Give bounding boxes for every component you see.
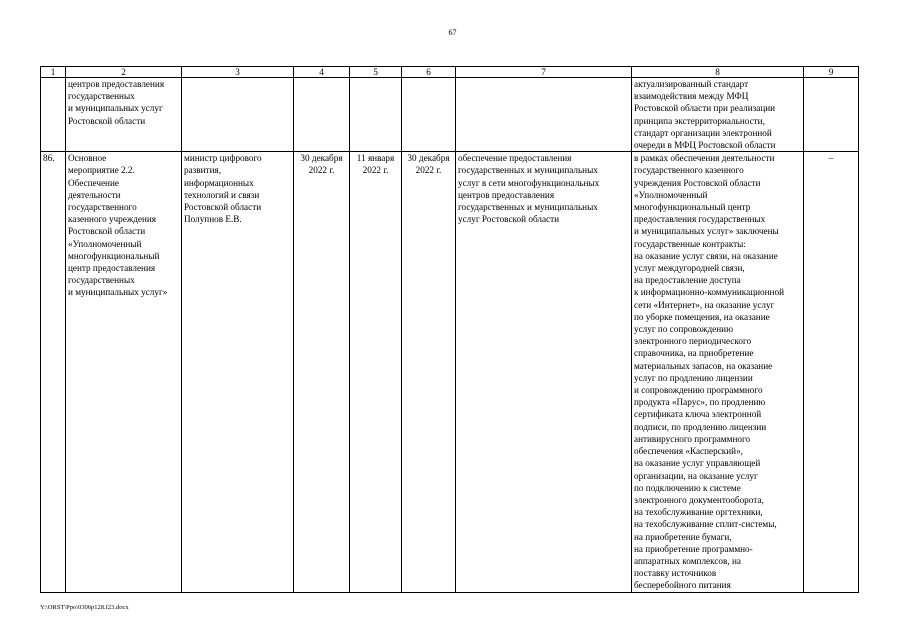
row-number: 86. [41, 152, 66, 592]
date-cell: 30 декабря 2022 г. [402, 152, 456, 592]
table-cell [41, 78, 66, 152]
header-cell: 3 [182, 67, 294, 78]
actual-result-cell: в рамках обеспечения деятельности государственного казенного учреждения Ростовской области «Уполномоченный многофункциональный центр предоставления государственных и муниципальных услуг» заключены государственные контракты: на оказание услуг связи, на оказание услуг междугородней связи, на предоставление доступа к информационно-коммуникационной сети «Интернет», на оказание услуг по уборке помещения, на оказание услуг по сопровождению электронного периодического справочника, на приобретение материальных запасов, на оказание услуг по продлению лицензии и сопровождению программного продукта «Парус», по продлению сертификата ключа электронной подписи, по продлению лицензии антивирусного программного обеспечения «Касперский», на оказание услуг управляющей организации, на оказание услуг по подключению к системе электронного документооборота, на техобслуживание оргтехники, на техобслуживание сплит-системы, на приобретение бумаги, на приобретение программно- аппаратных комплексов, на поставку источников бесперебойного питания [632, 152, 804, 592]
table-row-86 [41, 152, 859, 592]
header-cell: 9 [804, 67, 859, 78]
responsible-cell: министр цифрового развития, информационных технологий и связи Ростовской области Полупнов Е.В. [182, 152, 294, 592]
table-cell: центров предоставления государственных и муниципальных услуг Ростовской области [66, 78, 182, 152]
table-cell [350, 78, 402, 152]
header-cell: 6 [402, 67, 456, 78]
date-cell: 30 декабря 2022 г. [294, 152, 350, 592]
footer-file-path: Y:\ORST\Ppo\0306p128.f23.docx [40, 604, 129, 611]
header-cell: 5 [350, 67, 402, 78]
expected-result-cell: обеспечение предоставления государственных и муниципальных услуг в сети многофункциональных центров предоставления государственных и муниципальных услуг Ростовской области [456, 152, 632, 592]
header-cell: 4 [294, 67, 350, 78]
table-cell [456, 78, 632, 152]
table-cell [182, 78, 294, 152]
table-row-continued [41, 78, 859, 152]
header-cell: 8 [632, 67, 804, 78]
table-cell [402, 78, 456, 152]
header-cell: 7 [456, 67, 632, 78]
table-cell [294, 78, 350, 152]
table-cell: актуализированный стандарт взаимодействия между МФЦ Ростовской области при реализации принципа экстерриториальности, стандарт организации электронной очереди в МФЦ Ростовской области [632, 78, 804, 152]
note-cell: – [804, 152, 859, 592]
document-table [40, 66, 859, 593]
table-cell [804, 78, 859, 152]
header-cell: 1 [41, 67, 66, 78]
header-cell: 2 [66, 67, 182, 78]
activity-name-cell: Основное мероприятие 2.2. Обеспечение деятельности государственного казенного учреждения Ростовской области «Уполномоченный многофункциональный центр предоставления государственных и муниципальных услуг» [66, 152, 182, 592]
date-cell: 11 января 2022 г. [350, 152, 402, 592]
table-header-row [41, 67, 859, 78]
page-number: 67 [448, 28, 457, 37]
